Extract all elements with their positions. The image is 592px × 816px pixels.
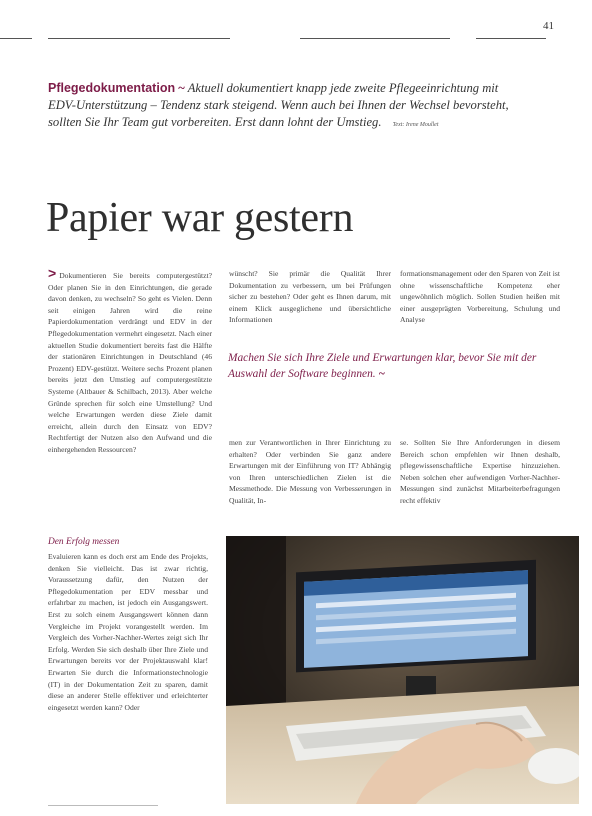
arrow-marker-icon: > <box>48 268 57 281</box>
top-rule-left <box>0 38 32 39</box>
column-2-bottom: men zur Verantwortlichen in Ihrer Einrichtung zu erhalten? Oder verbinden Sie ganz andere Erwartungen mit der Einführung von IT? Abhängig von Ihren unterschiedlichen Zielen ist die Messmethode. Die Messung von Verbesserungen in Qualität, In- <box>229 438 391 505</box>
swirl-icon: ~ <box>178 81 185 95</box>
column-1 <box>48 268 212 530</box>
swirl-icon: ~ <box>378 368 386 380</box>
pull-quote-text: Machen Sie sich Ihre Ziele und Erwartungen klar, bevor Sie mit der Auswahl der Software beginnen. <box>228 352 537 380</box>
column-1-text: Dokumentieren Sie bereits computergestützt? Oder planen Sie in den Einrichtungen, die gerade davon denken, zu wechseln? So geht es Vielen. Denn seit einigen Jahren wird die reine Papierdokumentation verdrängt und EDV in der Pflegedokumentation vermehrt eingesetzt. Nach einer aktuellen Studie dokumentiert bereits fast die Hälfte der stationären Einrichtungen in Deutschland (46 Prozent) EDV-gestützt. Weitere sechs Prozent planen bereits jetzt den Umstieg auf computergestützte Systeme (Altbauer & Schilbach, 2013). Aber welche Gründe sprechen für solch eine Umstellung? Und welche Erwartungen werden diese Ziele damit erreicht, allein durch den Einsatz von EDV? Rechtfertigt der Nutzen also den Aufwand und die einhergehenden Ressourcen? <box>48 271 212 454</box>
pull-quote <box>228 350 568 382</box>
teaser <box>48 80 518 134</box>
column-3-top: formationsmanagement oder den Sparen von Zeit ist ohne wissenschaftliche Kompetenz eher ungewöhnlich möglich. Sollen Studien heißen mit einer ausgeprägten Vorbereitung, Schulung und Analyse <box>400 269 560 325</box>
subheading: Den Erfolg messen <box>48 537 120 547</box>
office-photo <box>226 536 579 804</box>
top-rule-right <box>476 38 546 39</box>
headline: Papier war gestern <box>46 195 354 241</box>
kicker: Pflegedokumentation <box>48 81 176 95</box>
column-3-bottom: se. Sollten Sie Ihre Anforderungen in diesem Bereich schon empfehlen wir Ihnen deshalb, pflegewissenschaftliche Expertise hinzuziehen. Neben solchen eher aufwendigen Vorher-Nachher-Messungen sind zunächst Mitarbeiterbefragungen recht effektiv <box>400 438 560 505</box>
teaser-text: Aktuell dokumentiert knapp jede zweite Pflegeeinrichtung mit EDV-Unterstützung – Tendenz stark steigend. Wenn auch bei Ihnen der Wechsel bevorsteht, sollten Sie Ihr Team gut vorbereiten. Erst dann lohnt der Umstieg. <box>48 81 509 129</box>
footer-rule <box>48 805 158 806</box>
author-credit: Text: Irene Moullet <box>392 122 439 128</box>
top-rule-mid2 <box>300 38 450 39</box>
top-rule-mid <box>48 38 230 39</box>
column-1-bottom: Evaluieren kann es doch erst am Ende des Projekts, denken Sie vielleicht. Das ist zwar richtig, Voraussetzung dafür, den Nutzen der Pflegedokumentation per EDV messbar und erfahrbar zu machen, ist jedoch ein Ausgangswert. Erst zu solch einem Ausgangswert können dann Vergleiche im Projekt vorangestellt werden. Im Vergleich des Vorher-Nachher-Wertes zeigt sich Ihr Erfolg. Werden Sie sich deshalb über Ihre Ziele und Erwartungen bereits vor der Projektauswahl klar! Erwarten Sie durch die Informationstechnologie (IT) in der Dokumentation Zeit zu sparen, damit diese an anderer Stelle effektiver und erleichterter eingesetzt werden kann? Oder <box>48 552 208 712</box>
page-number: 41 <box>543 20 554 32</box>
column-2-top: wünscht? Sie primär die Qualität Ihrer Dokumentation zu verbessern, um bei Prüfungen sicher zu bestehen? Oder geht es Ihnen darum, mit einem Klick ausgeglichene und übersichtliche Informationen <box>229 269 391 325</box>
photo-illustration <box>226 536 579 804</box>
